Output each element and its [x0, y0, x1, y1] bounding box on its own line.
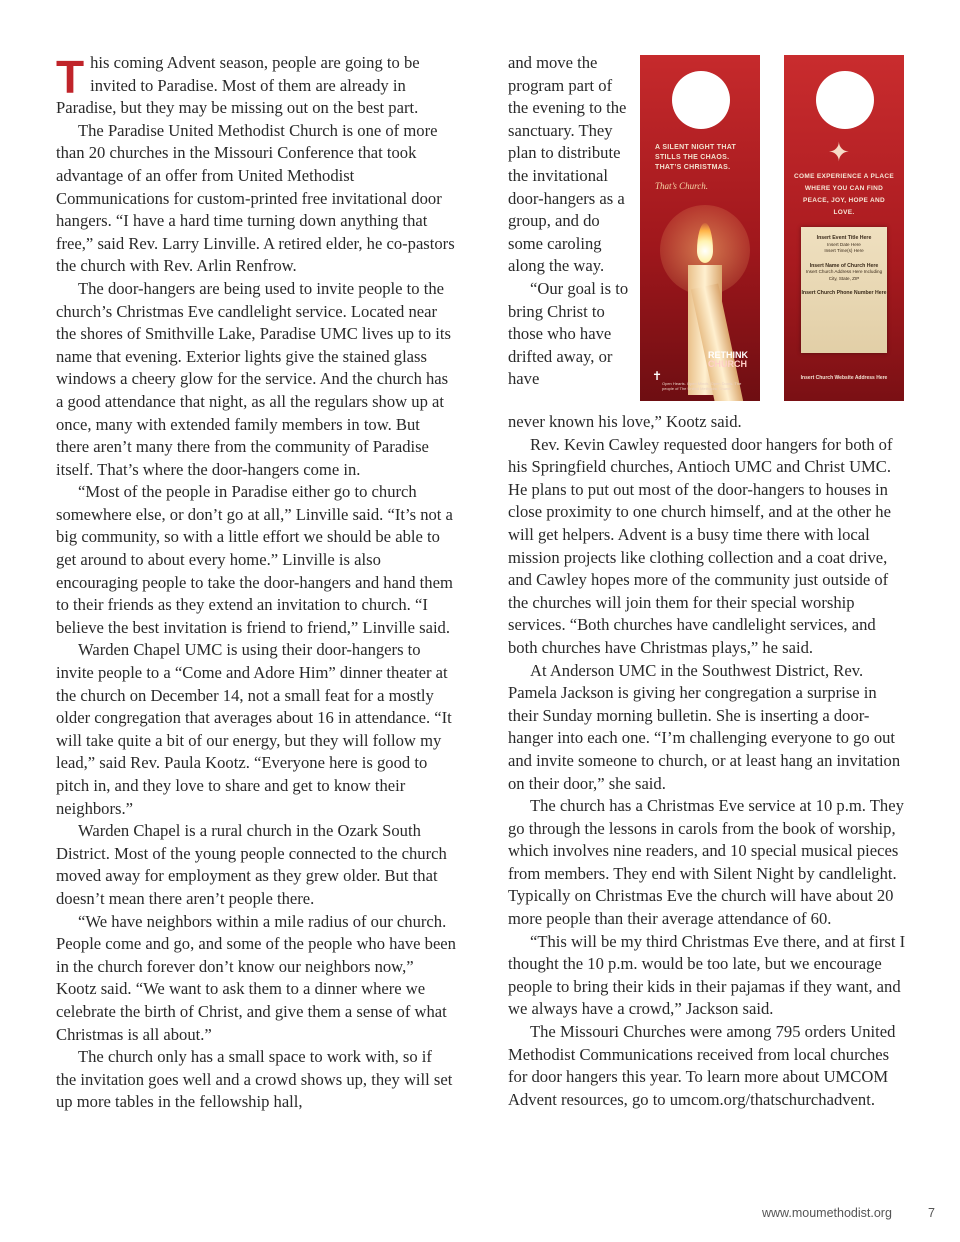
cross-flame-icon: ✝ [652, 369, 663, 383]
paragraph-7: “We have neighbors within a mile radius of our church. People come and go, and some of the people who have been in the church forever don’t know our neighbors now,” Kootz said. “We want to ask them to a dinner where we celebrate the birth of Christ, and give them a sense of what Christmas is all about.” [56, 911, 456, 1044]
quote-end: never known his love,” Kootz said. [508, 412, 742, 431]
drop-cap: T [56, 51, 85, 103]
rethink-church-logo: RETHINK CHURCH [708, 350, 748, 369]
hanger-2-headline: COME EXPERIENCE A PLACE WHERE YOU CAN FIND PEACE, JOY, HOPE AND LOVE. [794, 173, 894, 216]
paragraph-1-text: his coming Advent season, people are going to be invited to Paradise. Most of them are already in Paradise, but they may be missing out on the best part. [56, 53, 420, 118]
paragraph-10: At Anderson UMC in the Southwest District, Rev. Pamela Jackson is giving her congregation a surprise in their Sunday morning bulletin. She is inserting a door-hanger into each one. “I’m challenging everyone to go out and invite someone to church, or at least hang an invitation on their door,” she said. [508, 660, 901, 793]
paragraph-5: Warden Chapel UMC is using their door-hangers to invite people to a “Come and Adore Him” dinner theater at the church on December 14, not a small feat for a mostly older congregation that averages about 16 in attendance. “It will take quite a bit of our energy, but they will follow my lead,” said Rev. Paula Kootz. “Everyone here is good to pitch in, and they love to share and get to know their neighbors.” [56, 640, 452, 818]
paragraph-11: The church has a Christmas Eve service at 10 p.m. They go through the lessons in carols from the book of worship, which involves nine readers, and 10 special musical pieces from members. They end with Silent Night by candlelight. Typically on Christmas Eve the church will have about 20 more people than their average attendance of 60. [508, 796, 904, 929]
paragraph-3: The door-hangers are being used to invite people to the church’s Christmas Eve candlelight service. Located near the shores of Smithville Lake, Paradise UMC lives up to its name that evening. Exterior lights give the stained glass windows a cheery glow for the service. And the church has a good attendance that night, as all the regulars show up at once, many with extended family members in tow. But there aren’t many there from the community of Paradise itself. That’s where the door-hangers come in. [56, 278, 451, 479]
quote-start: “Our goal is to bring Christ to those who have drifted away, or have [508, 278, 629, 389]
paragraph-12: “This will be my third Christmas Eve there, and at first I thought the 10 p.m. would be too late, but we encourage people to bring their kids in their pajamas if they want, and we always have a crowd,” Jackson said. [508, 931, 906, 1019]
hanger-1-tagline: Open Hearts. Open Minds. Open Doors. The people of The United Methodist Church [662, 381, 742, 391]
hanger-hole [672, 71, 730, 129]
door-hanger-image-1 [640, 55, 760, 401]
church-phone-placeholder: Insert Church Phone Number Here [801, 290, 887, 296]
paragraph-6: Warden Chapel is a rural church in the Ozark South District. Most of the young people connected to the church moved away for employment as they grew older. But that doesn’t mean there aren’t people there. [56, 821, 447, 908]
event-title-placeholder: Insert Event Title Here [816, 235, 872, 241]
website-placeholder: Insert Church Website Address Here [800, 375, 888, 381]
paragraph-9: Rev. Kevin Cawley requested door hangers for both of his Springfield churches, Antioch UMC and Christ UMC. He plans to put out most of the door-hangers to houses in close proximity to one church himself, and at the other he will get helpers. Advent is a busy time there with local mission projects like clothing collection and a coat drive, and Cawley hopes more of the community just outside of the churches will join them for their special worship services. “Both churches have candlelight services, and both churches have Christmas plays,” he said. [508, 434, 893, 657]
paragraph-4: “Most of the people in Paradise either go to church somewhere else, or don’t go at all,” Linville said. “It’s not a big community, so with a little effort we should be able to get around to about every home.” Linville is also encouraging people to take the door-hangers and hand them to their friends as they extend an invitation to church. “I believe the best invitation is friend to friend,” Linville said. [56, 482, 453, 637]
article-column-right [508, 411, 908, 1111]
church-name-placeholder: Insert Name of Church Here [809, 262, 879, 269]
star-icon: ✦ [828, 137, 850, 167]
hanger-1-headline: A SILENT NIGHT THAT STILLS THE CHAOS. THAT’S CHRISTMAS. [655, 144, 737, 171]
article-column-left [56, 52, 456, 1114]
footer-url: www.moumethodist.org [762, 1206, 892, 1220]
door-hanger-image-2 [784, 55, 904, 401]
hanger-hole [816, 71, 874, 129]
paragraph-1 [56, 52, 456, 120]
hanger-1-script: That’s Church. [655, 181, 709, 191]
paragraph-2: The Paradise United Methodist Church is one of more than 20 churches in the Missouri Conference that took advantage of an offer from United Methodist Communications for custom-printed free invitational door hangers. “I have a hard time turning down anything that free,” said Rev. Larry Linville. A retired elder, he co-pastors the church with Rev. Arlin Renfrow. [56, 120, 455, 276]
paragraph-13: The Missouri Churches were among 795 orders United Methodist Communications received from local churches for door hangers this year. To learn more about UMCOM Advent resources, go to umcom.org/thatschurchadvent. [508, 1022, 896, 1109]
paragraph-continued: and move the program part of the evening to the sanctuary. They plan to distribute the invitational door-hangers as a group, and do some caroling along the way. [508, 53, 627, 276]
article-column-right-narrow [508, 52, 633, 391]
parchment-card: Insert Event Title Here Insert Date Here Insert Time(s) Here Insert Name of Church Here Insert Church Address Here Including City, State, ZIP Insert Church Phone Number Here [801, 227, 887, 353]
page-number: 7 [928, 1206, 935, 1220]
paragraph-8: The church only has a small space to work with, so if the invitation goes well and a crowd shows up, they will set up more tables in the fellowship hall, [56, 1047, 453, 1112]
